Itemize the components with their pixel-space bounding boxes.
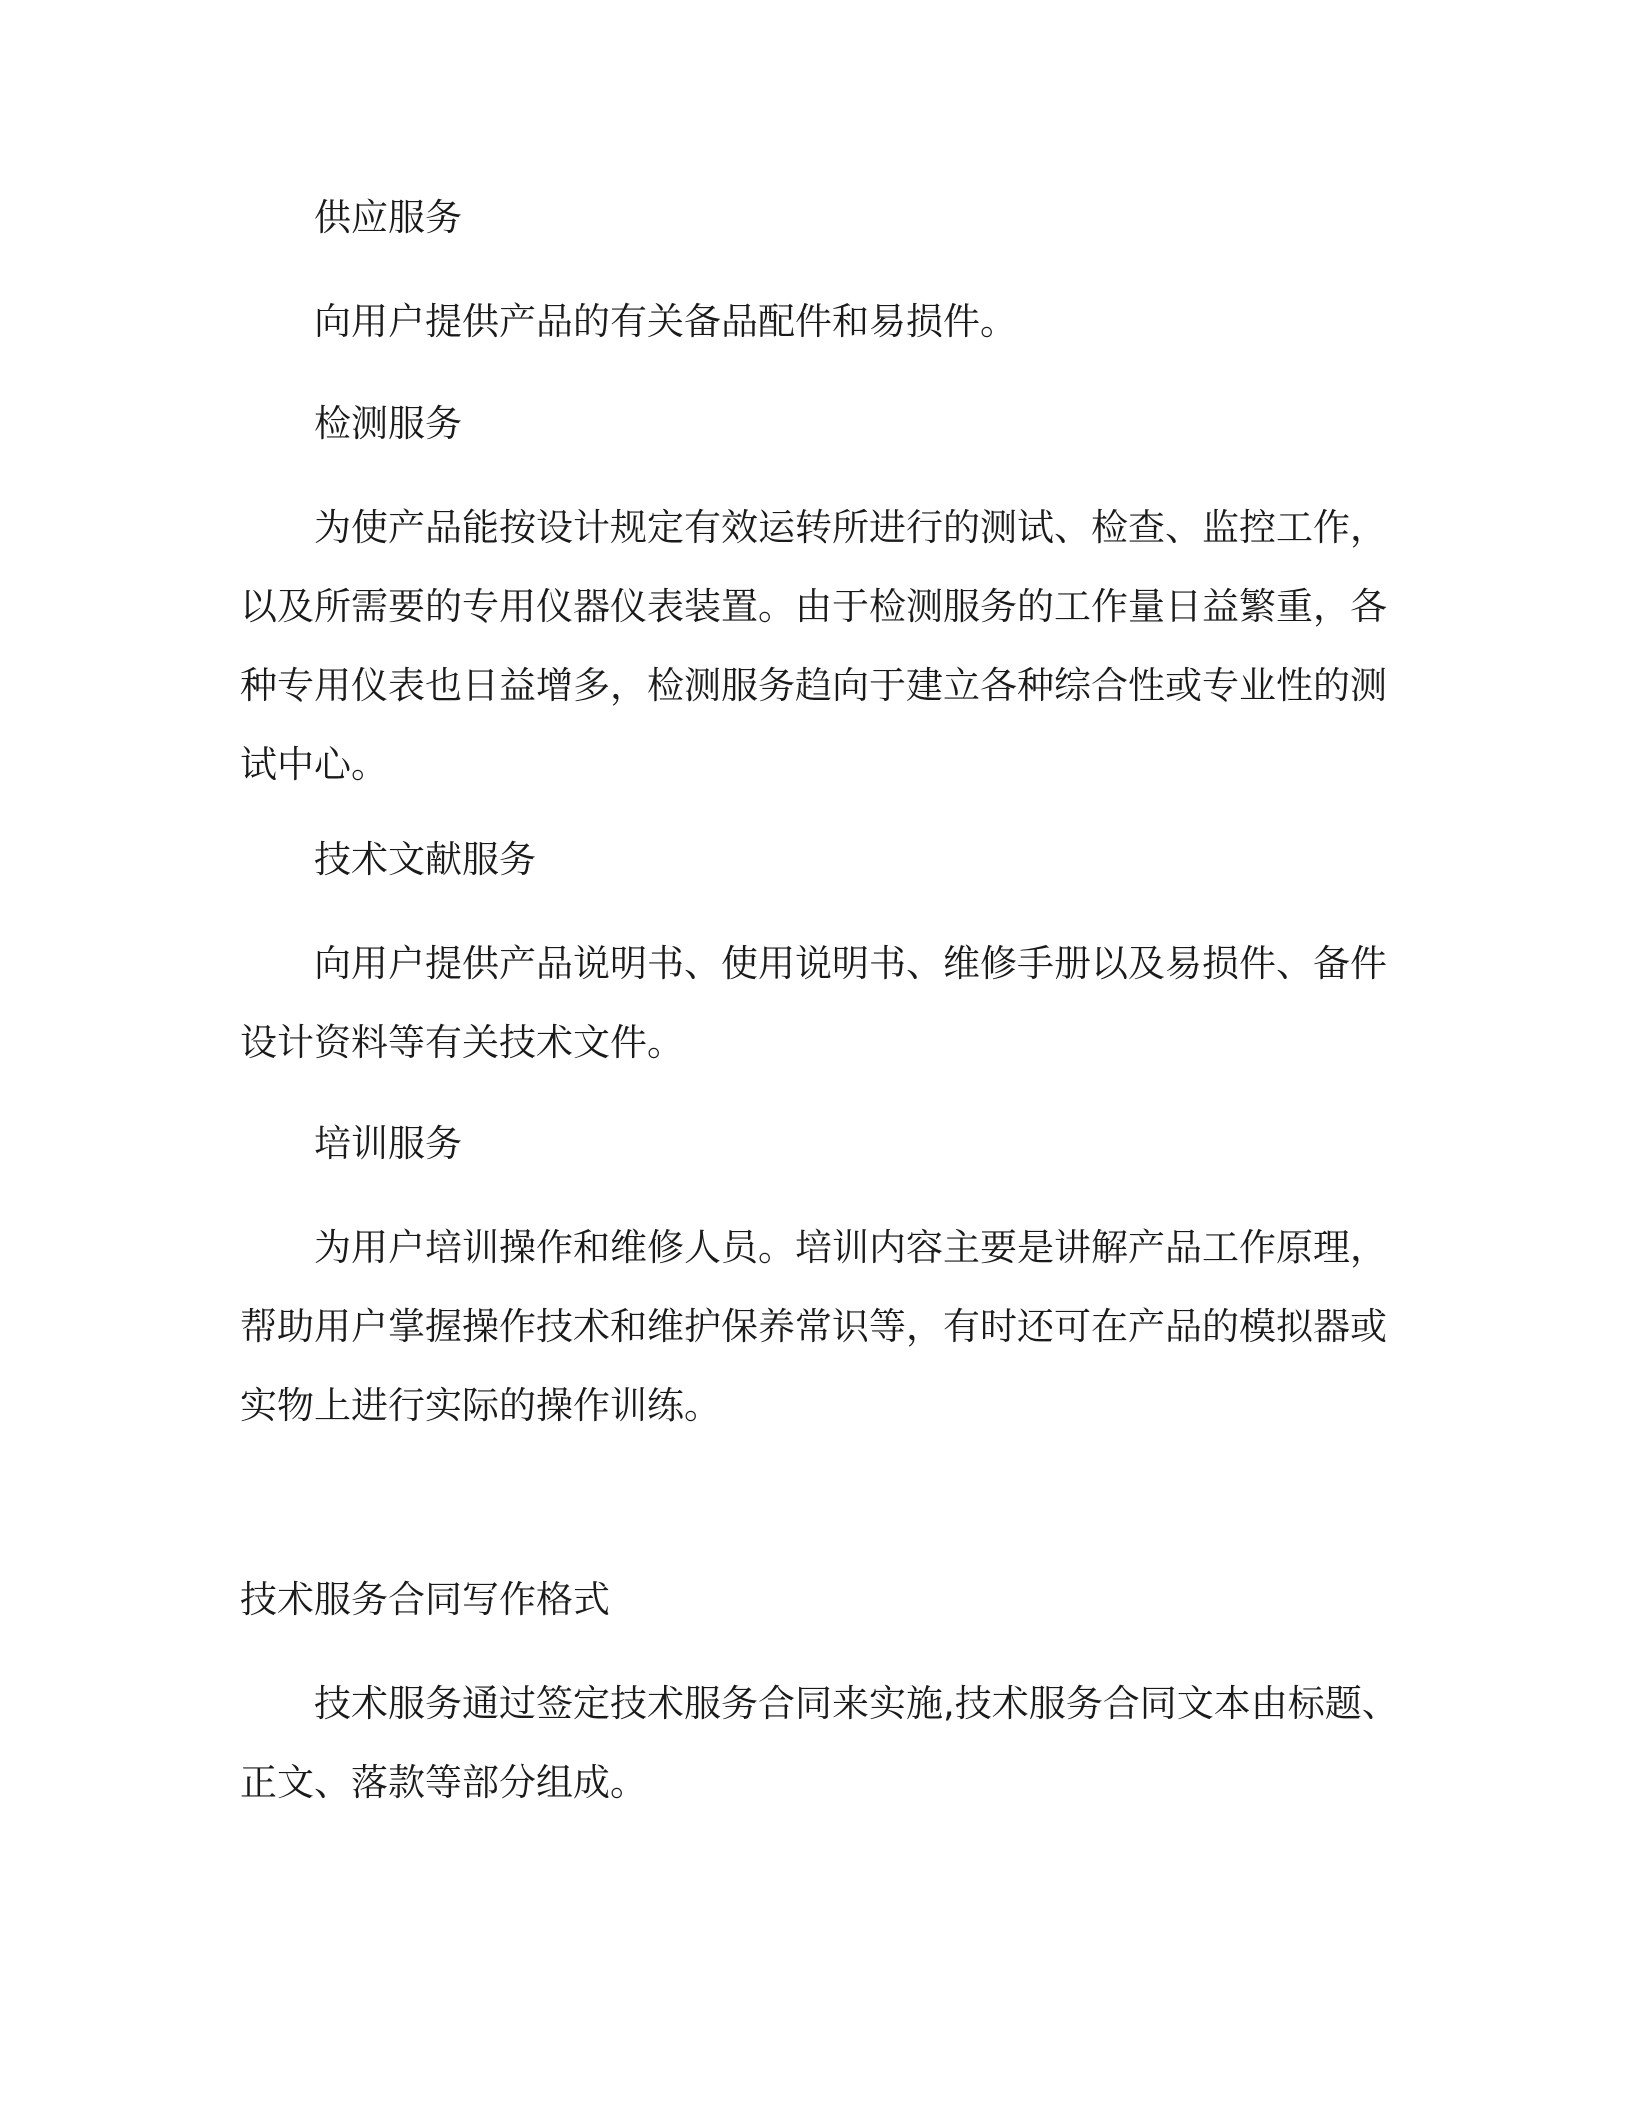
section-heading-testing-service: 检测服务 (314, 402, 462, 445)
paragraph-contract-format: 技术服务通过签定技术服务合同来实施,技术服务合同文本由标题、正文、落款等部分组成。 (240, 1682, 1399, 1804)
section-heading-supply-service: 供应服务 (314, 196, 462, 239)
section-heading-contract-format: 技术服务合同写作格式 (240, 1578, 610, 1621)
section-heading-technical-literature-service: 技术文献服务 (314, 838, 536, 881)
paragraph-training-service: 为用户培训操作和维修人员。培训内容主要是讲解产品工作原理，帮助用户掌握操作技术和维护保养常识等，有时还可在产品的模拟器或实物上进行实际的操作训练。 (240, 1226, 1387, 1427)
paragraph-testing-service: 为使产品能按设计规定有效运转所进行的测试、检查、监控工作，以及所需要的专用仪器仪表装置。由于检测服务的工作量日益繁重，各种专用仪表也日益增多，检测服务趋向于建立各种综合性或专业性的测试中心。 (240, 506, 1387, 786)
section-heading-training-service: 培训服务 (314, 1122, 462, 1165)
paragraph-supply-service: 向用户提供产品的有关备品配件和易损件。 (314, 300, 1017, 343)
paragraph-technical-literature-service: 向用户提供产品说明书、使用说明书、维修手册以及易损件、备件设计资料等有关技术文件。 (240, 942, 1387, 1064)
